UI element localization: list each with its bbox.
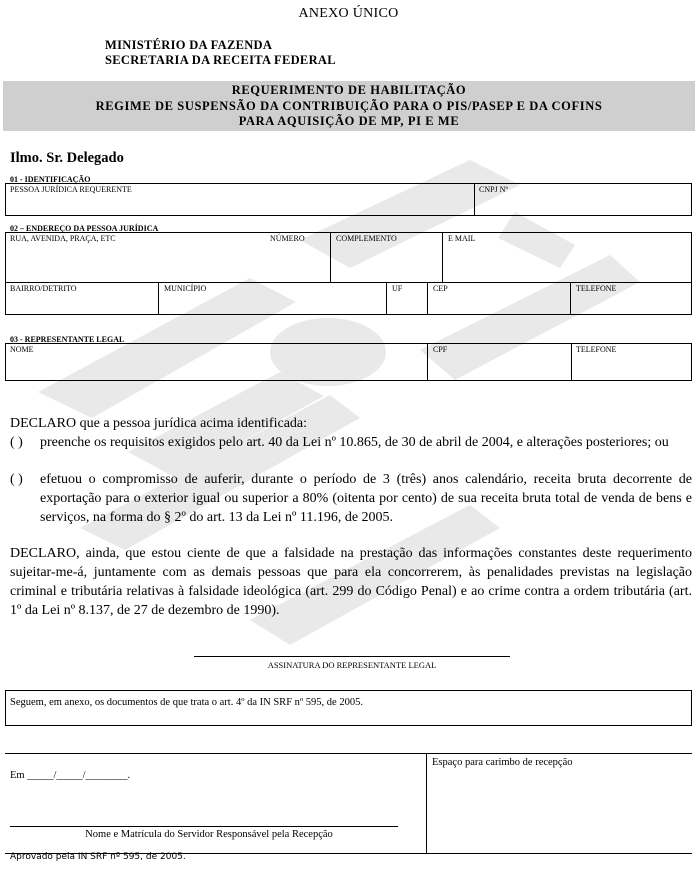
ministry-header [105,38,336,68]
company-name-field[interactable]: PESSOA JURÍDICA REQUERENTE [10,185,132,194]
option-2-checkbox[interactable]: ( ) [10,472,23,487]
secretariat-name: SECRETARIA DA RECEITA FEDERAL [105,53,336,67]
approval-footer: Aprovado pela IN SRF nº 595, de 2005. [10,852,186,862]
section-legal-rep-title: 03 - REPRESENTANTE LEGAL [10,335,125,344]
stamp-area-label: Espaço para carimbo de recepção [432,757,573,768]
state-field[interactable]: UF [392,284,403,293]
city-field[interactable]: MUNICÍPIO [164,284,207,293]
street-field[interactable]: RUA, AVENIDA, PRAÇA, ETC [10,234,116,243]
declaration-awareness: DECLARO, ainda, que estou ciente de que a falsidade na prestação das informações constantes deste requerimento sujeitar-me-á, juntamente com as demais pessoas que para ela concorrerem, às penalidades previstas na legislação criminal e tributária relativas à falsidade ideológica (art. 299 do Código Penal) e ao crime contra a ordem tributária (art. 1º da Lei nº 8.137, de 27 de dezembro de 1990). [10,546,692,618]
declaration-intro: DECLARO que a pessoa jurídica acima identificada: [10,416,308,431]
cnpj-field[interactable]: CNPJ Nº [479,185,508,194]
banner-line-1: REQUERIMENTO DE HABILITAÇÃO [231,83,467,97]
reception-date-field[interactable]: Em _____/_____/________. [10,770,131,781]
zip-field[interactable]: CEP [433,284,448,293]
district-field[interactable]: BAIRRO/DETRITO [10,284,77,293]
salutation: Ilmo. Sr. Delegado [10,150,124,166]
annex-title: ANEXO ÚNICO [298,6,399,21]
section-address-title: 02 – ENDEREÇO DA PESSOA JURÍDICA [10,224,159,233]
company-phone-field[interactable]: TELEFONE [576,284,617,293]
rep-name-field[interactable]: NOME [10,345,34,354]
address-box [5,232,692,315]
number-field[interactable]: NÚMERO [270,234,305,243]
signature-label: ASSINATURA DO REPRESENTANTE LEGAL [267,660,437,670]
option-2-text: efetuou o compromisso de auferir, durante o período de 3 (três) anos calendário, receita bruta decorrente de exportação para o exterior igual ou superior a 80% (oitenta por cento) de sua receita bruta total de venda de bens e serviços, na forma do § 2º do art. 13 da Lei nº 11.196, de 2005. [40,472,692,525]
complement-field[interactable]: COMPLEMENTO [336,234,397,243]
option-1-checkbox[interactable]: ( ) [10,435,23,450]
ministry-name: MINISTÉRIO DA FAZENDA [105,38,273,52]
banner-line-2: REGIME DE SUSPENSÃO DA CONTRIBUIÇÃO PARA O PIS/PASEP E DA COFINS [95,98,603,113]
rep-cpf-field[interactable]: CPF [433,345,448,354]
banner-line-3: PARA AQUISIÇÃO DE MP, PI E ME [238,114,460,128]
email-field[interactable]: E MAIL [448,234,476,243]
option-1-text: preenche os requisitos exigidos pelo art. 40 da Lei nº 10.865, de 30 de abril de 2004, e alterações posteriores; ou [40,435,669,450]
servidor-name-field[interactable]: Nome e Matrícula do Servidor Responsável pela Recepção [85,829,333,840]
form-title-banner [3,81,695,131]
rep-phone-field[interactable]: TELEFONE [576,345,617,354]
section-identification-title: 01 - IDENTIFICAÇÃO [10,175,91,184]
annex-text: Seguem, em anexo, os documentos de que trata o art. 4º da IN SRF nº 595, de 2005. [10,697,363,708]
annex-box [5,690,692,726]
